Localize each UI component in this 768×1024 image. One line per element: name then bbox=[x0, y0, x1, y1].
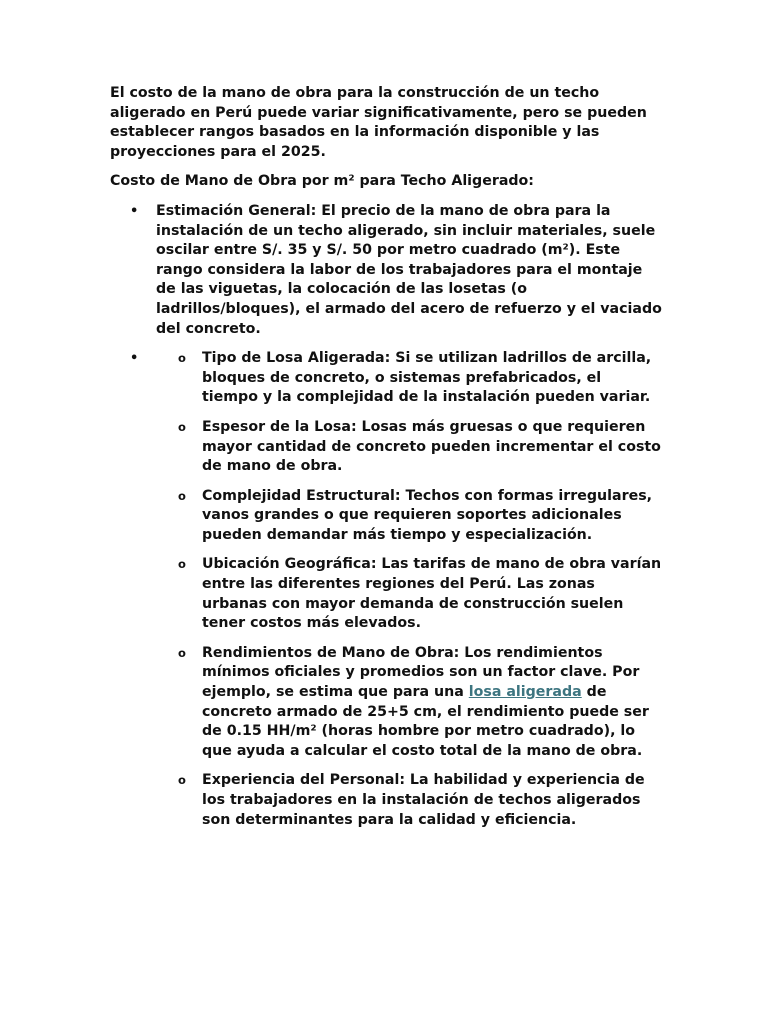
sub-bullet-marker: o bbox=[178, 351, 186, 366]
factor-item-rendimientos bbox=[156, 644, 662, 762]
sub-bullet-marker: o bbox=[178, 419, 186, 434]
factor-experiencia-text: Experiencia del Personal: La habilidad y experiencia de los trabajadores en la instalación de techos aligerados son determinantes para la calidad y eficiencia. bbox=[202, 772, 645, 828]
general-estimate-text: Estimación General: El precio de la mano de obra para la instalación de un techo aligerado, sin incluir materiales, suele oscilar entre S/. 35 y S/. 50 por metro cuadrado (m²). Este rango considera la labor de los trabajadores para el montaje de las viguetas, la colocación de las losetas (o ladrillos/bloques), el armado del acero de refuerzo y el vaciado del concreto. bbox=[156, 202, 662, 337]
factor-item-ubicacion bbox=[156, 555, 662, 633]
factor-ubicacion-text: Ubicación Geográfica: Las tarifas de mano de obra varían entre las diferentes regiones del Perú. Las zonas urbanas con mayor demanda de construcción suelen tener costos más elevados. bbox=[202, 556, 662, 632]
list-item-general bbox=[110, 202, 662, 339]
intro-paragraph: El costo de la mano de obra para la construcción de un techo aligerado en Perú puede variar significativamente, pero se pueden establecer rangos basados en la información disponible y las proyecciones para el 2025. bbox=[110, 85, 647, 160]
factor-item-espesor bbox=[156, 418, 662, 477]
factor-item-complejidad bbox=[156, 487, 662, 546]
factor-tipo-text: Tipo de Losa Aligerada: Si se utilizan ladrillos de arcilla, bloques de concreto, o sistemas prefabricados, el tiempo y la complejidad de la instalación pueden variar. bbox=[202, 350, 652, 406]
section-heading: Costo de Mano de Obra por m² para Techo Aligerado: bbox=[110, 173, 534, 190]
factor-item-experiencia bbox=[156, 771, 662, 830]
factor-complejidad-text: Complejidad Estructural: Techos con formas irregulares, vanos grandes o que requieren soportes adicionales pueden demandar más tiempo y especialización. bbox=[202, 487, 653, 543]
factors-sub-list bbox=[156, 349, 662, 830]
bullet-marker: • bbox=[130, 203, 139, 219]
sub-bullet-marker: o bbox=[178, 488, 186, 503]
document-page bbox=[110, 84, 662, 840]
sub-bullet-marker: o bbox=[178, 557, 186, 572]
sub-bullet-marker: o bbox=[178, 773, 186, 788]
factor-espesor-text: Espesor de la Losa: Losas más gruesas o que requieren mayor cantidad de concreto pueden incrementar el costo de mano de obra. bbox=[202, 418, 661, 475]
factor-rendimientos-text-before: Rendimientos de Mano de Obra: Los rendimientos mínimos oficiales y promedios son un factor clave. Por ejemplo, se estima que para una bbox=[202, 644, 640, 701]
sub-bullet-marker: o bbox=[178, 645, 186, 660]
list-item-factors bbox=[110, 349, 662, 830]
main-bullet-list bbox=[110, 202, 662, 830]
bullet-marker: • bbox=[130, 351, 139, 367]
losa-aligerada-link[interactable]: losa aligerada bbox=[468, 684, 582, 701]
factor-rendimientos-text-after: de concreto armado de 25+5 cm, el rendimiento puede ser de 0.15 HH/m² (horas hombre por metro cuadrado), lo que ayuda a calcular el costo total de la mano de obra. bbox=[202, 684, 649, 759]
factor-item-tipo bbox=[156, 349, 662, 408]
